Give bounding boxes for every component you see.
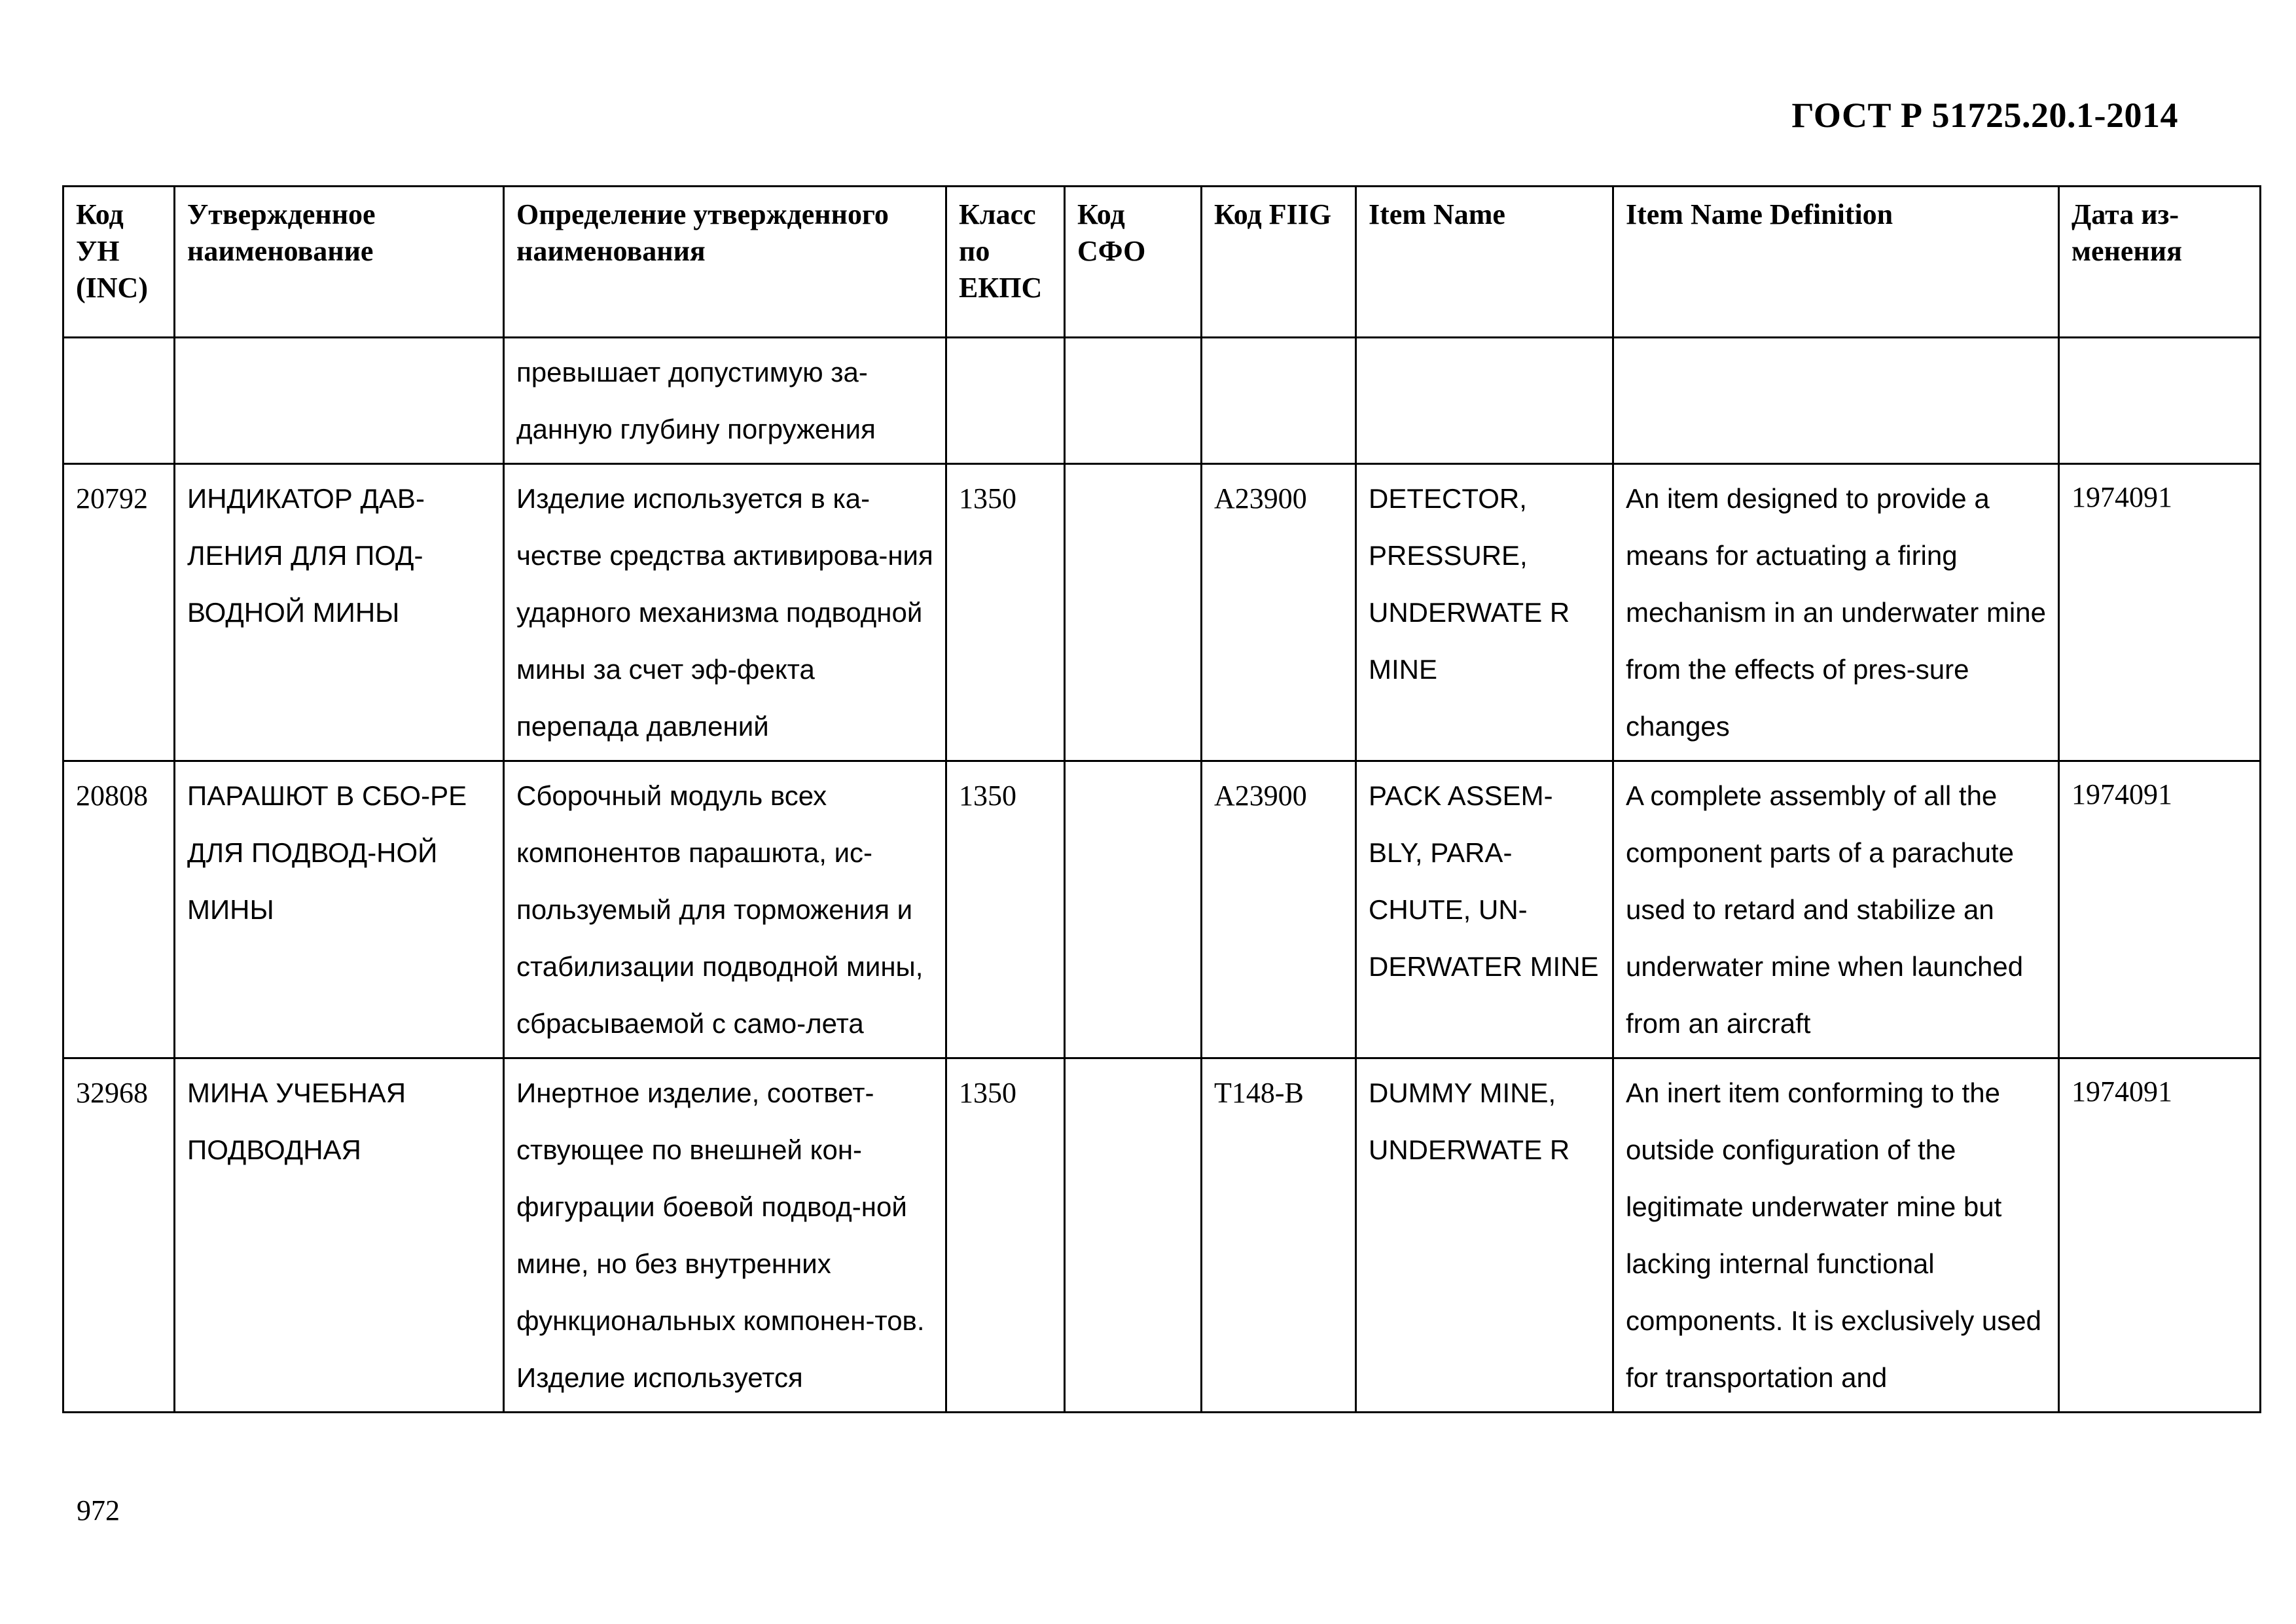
cell-change-date: 1974091 [2059,464,2261,761]
table-row [63,338,2261,464]
column-header-approved-name: Утвержденное наименование [175,187,504,338]
cell-item-name: PACK ASSEM-BLY, PARA-CHUTE, UN-DERWATER MINE [1356,761,1613,1058]
column-header-fiig-code: Код FIIG [1202,187,1356,338]
cell-item-name-definition: An inert item conforming to the outside configuration of the legitimate underwater mine but lacking internal functional components. It is exclusively used for transportation and [1613,1058,2059,1413]
cell-inc: 32968 [63,1058,175,1413]
cell-sfo-code [1065,1058,1202,1413]
column-header-inc: Код УН (INC) [63,187,175,338]
column-header-item-name: Item Name [1356,187,1613,338]
cell-sfo-code [1065,464,1202,761]
table-header-row [63,187,2261,338]
cell-name-definition: превышает допустимую за-данную глубину погружения [504,338,946,464]
cell-item-name-definition [1613,338,2059,464]
document-standard-header: ГОСТ Р 51725.20.1-2014 [1791,96,2178,135]
cell-item-name-definition: A complete assembly of all the component parts of a parachute used to retard and stabilize an underwater mine when launched from an aircraft [1613,761,2059,1058]
cell-class: 1350 [946,464,1065,761]
cell-change-date [2059,338,2261,464]
cell-inc: 20808 [63,761,175,1058]
table-row [63,761,2261,1058]
cell-fiig-code [1202,338,1356,464]
cell-item-name: DUMMY MINE, UNDERWATE R [1356,1058,1613,1413]
cell-approved-name: ИНДИКАТОР ДАВ-ЛЕНИЯ ДЛЯ ПОД-ВОДНОЙ МИНЫ [175,464,504,761]
cell-name-definition: Изделие используется в ка-честве средства активирова-ния ударного механизма подводной мины за счет эф-фекта перепада давлений [504,464,946,761]
cell-approved-name: ПАРАШЮТ В СБО-РЕ ДЛЯ ПОДВОД-НОЙ МИНЫ [175,761,504,1058]
cell-fiig-code: T148-B [1202,1058,1356,1413]
column-header-class: Класс по ЕКПС [946,187,1065,338]
cell-approved-name [175,338,504,464]
column-header-change-date: Дата из-менения [2059,187,2261,338]
table-row [63,464,2261,761]
cell-inc [63,338,175,464]
cell-class: 1350 [946,1058,1065,1413]
column-header-name-definition: Определение утвержденного наименования [504,187,946,338]
column-header-sfo-code: Код СФО [1065,187,1202,338]
cell-name-definition: Сборочный модуль всех компонентов парашюта, ис-пользуемый для торможения и стабилизации подводной мины, сбрасываемой с само-лета [504,761,946,1058]
cell-approved-name: МИНА УЧЕБНАЯ ПОДВОДНАЯ [175,1058,504,1413]
column-header-item-name-definition: Item Name Definition [1613,187,2059,338]
cell-change-date: 1974091 [2059,1058,2261,1413]
cell-change-date: 1974091 [2059,761,2261,1058]
table-row [63,1058,2261,1413]
page-number: 972 [77,1494,120,1526]
cell-class: 1350 [946,761,1065,1058]
cell-item-name [1356,338,1613,464]
cell-sfo-code [1065,761,1202,1058]
cell-name-definition: Инертное изделие, соответ-ствующее по внешней кон-фигурации боевой подвод-ной мине, но без внутренних функциональных компонен-тов. Изделие используется [504,1058,946,1413]
cell-fiig-code: A23900 [1202,464,1356,761]
cell-item-name: DETECTOR, PRESSURE, UNDERWATE R MINE [1356,464,1613,761]
cell-fiig-code: A23900 [1202,761,1356,1058]
cell-class [946,338,1065,464]
cell-sfo-code [1065,338,1202,464]
cell-inc: 20792 [63,464,175,761]
catalog-table [62,185,2261,1413]
cell-item-name-definition: An item designed to provide a means for actuating a firing mechanism in an underwater mine from the effects of pres-sure changes [1613,464,2059,761]
